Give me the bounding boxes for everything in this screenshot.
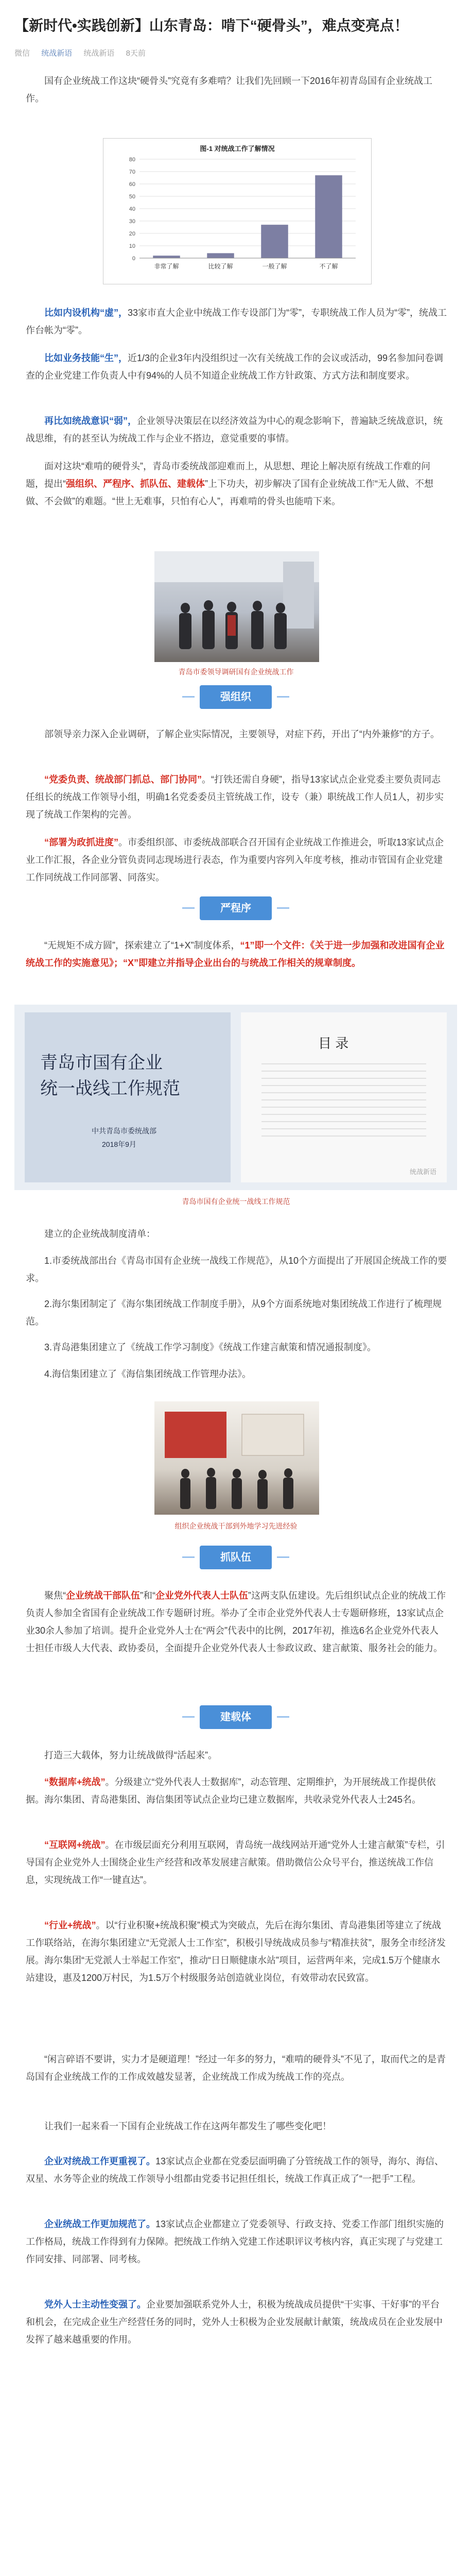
internet-lead: “互联网+统战”: [44, 1840, 106, 1850]
change-2-lead: 企业统战工作更加规范了。: [44, 2219, 155, 2229]
internet-body: 。在市级层面充分利用互联网，青岛统一战线网站开通“党外人士建言献策”专栏，引导国有企业党外人士围绕企业生产经营和改革发展建言献策。借助微信公众号平台，推送统战工作信息，实现统战工作“一键直达”。: [26, 1840, 445, 1885]
para-teams: [26, 1587, 448, 1657]
cover-title-1: 青岛市国有企业: [40, 1053, 163, 1073]
para-results: “闲言碎语不要讲，实力才是硬道理！”经过一年多的努力，“难啃的硬骨头”不见了，取而代之的是青岛国有企业统战工作的工作成效越发显著，企业统战工作成为统战工作的亮点。: [26, 2054, 446, 2082]
list-item-4: 4.海信集团建立了《海信集团统战工作管理办法》。: [44, 1369, 252, 1379]
photo-illustration: [154, 551, 319, 662]
body-3: 企业领导决策层在以经济效益为中心的观念影响下，普遍缺乏统战意识，统战思维，有的甚至认为统战工作与企业不搭边，意觉重要的事情。: [26, 416, 443, 444]
rules-intro: “无规矩不成方圆”，探索建立了“1+X”制度体系，: [44, 940, 240, 951]
para-example-1: [26, 304, 448, 339]
account-link[interactable]: 统战新语: [41, 49, 73, 58]
para-change-1: [26, 2153, 448, 2188]
y-tick-label: 80: [129, 157, 135, 163]
photo-leaders-visit: [154, 551, 319, 662]
teams-b: ”和“: [140, 1590, 155, 1601]
change-1-lead: 企业对统战工作更重视了。: [44, 2156, 155, 2166]
approach-a: 面对这块“难啃的硬骨头”，青岛市委统战部迎难而上，从思想、理论上解决原有统战工作难的问题，提出“: [26, 461, 430, 489]
chart-figure: [103, 138, 372, 284]
y-tick-label: 20: [129, 231, 135, 237]
bar-chart: [103, 139, 371, 284]
industry-lead: “行业+统战”: [44, 1920, 96, 1930]
section-tag-strong-org: 强组织: [200, 685, 272, 709]
teams-red-1: 企业统战干部队伍: [66, 1590, 140, 1601]
meta-source: 微信: [14, 49, 30, 58]
section-tag-carrier: 建载体: [200, 1705, 272, 1729]
para-rules: [26, 937, 448, 972]
approach-b: ”上下功夫，初步解决了国有企业统战工作“无人做、不想做、不会做”的难题。“世上无难事，只怕有心人”，再难啃的骨头也能啃下来。: [26, 479, 433, 506]
list-item-3: 3.青岛港集团建立了《统战工作学习制度》《统战工作建言献策和情况通报制度》。: [44, 1342, 377, 1352]
meta-author: 统战新语: [83, 49, 115, 58]
para-list-intro: 建立的企业统战制度清单：: [44, 1229, 155, 1239]
caption-photo-1: 青岛市委领导调研国有企业统战工作: [178, 668, 294, 676]
industry-body: 。以“行业积聚+统战积聚”模式为突破点，先后在海尔集团、青岛港集团等建立了统战工作联络站，在海尔集团建立“无党派人士工作室”，积极引导统战成员参与“精准扶贫”，服务全市经济发展。海尔集团“无党派人士举起工作室”，推动“日日顺健康水站”项目，运营两年来，完成1.5万个健康水站建设，惠及1200万村民，为1.5万个村级服务站创造就业岗位，有效带动农民致富。: [26, 1920, 446, 1983]
body-2: 近1/3的企业3年内没组织过一次有关统战工作的会议或活动，99名参加问卷调查的企业党建工作负责人中有94%的人员不知道企业统战工作方针政策、方式方法和制度要求。: [26, 353, 444, 381]
para-approach: [26, 457, 448, 510]
cover-title-2: 统一战线工作规范: [40, 1078, 180, 1099]
bar-3: [315, 175, 342, 258]
change-3-lead: 党外人士主动性变强了。: [44, 2299, 146, 2310]
toc-title: 目 录: [318, 1036, 349, 1051]
y-tick-label: 60: [129, 181, 135, 188]
responsibility-lead: “党委负责、统战部门抓总、部门协同”: [44, 774, 202, 785]
database-lead: “数据库+统战”: [44, 1777, 106, 1787]
y-tick-label: 10: [129, 243, 135, 249]
para-database: [26, 1773, 448, 1808]
bar-1: [207, 253, 234, 258]
teams-a: 聚焦“: [44, 1590, 66, 1601]
para-intro: 国有企业统战工作这块“硬骨头”究竟有多难啃？让我们先回顾一下2016年初青岛国有企业统战工作。: [26, 76, 433, 104]
section-tag-team: 抓队伍: [200, 1546, 272, 1569]
para-research: 部领导亲力深入企业调研，了解企业实际情况，主要领导，对症下药，开出了“内外兼修”的方子。: [44, 729, 440, 739]
photo-illustration-2: [154, 1401, 319, 1515]
meta-date: 8天前: [126, 49, 146, 58]
change-3-body: 企业要加强联系党外人士，积极为统战成员提供“干实事、干好事”的平台和机会，在完成企业生产经营任务的同时，党外人士积极为企业发展献计献策，统战成员在企业发展中发挥了越来越重要的作用。: [26, 2299, 443, 2345]
doc-cover: [25, 1012, 231, 1182]
change-1-body: 13家试点企业都在党委层面明确了分管统战工作的领导，海尔、海信、双星、水务等企业的统战工作领导小组都由党委书记担任组长，统战工作真正成了“一把手”工程。: [26, 2156, 444, 2184]
section-tag-strict-proc: 严程序: [200, 896, 272, 920]
cover-org: 中共青岛市委统战部: [92, 1127, 156, 1135]
lead-3: 再比如统战意识“弱”，: [44, 416, 137, 426]
cover-date: 2018年9月: [102, 1140, 136, 1148]
x-tick-label: 非常了解: [154, 263, 179, 270]
y-tick-label: 50: [129, 194, 135, 200]
x-tick-label: 比较了解: [208, 263, 233, 270]
photo-study-tour: [154, 1401, 319, 1515]
para-carriers-intro: 打造三大载体，努力让统战做得“活起来”。: [44, 1750, 217, 1760]
para-responsibility: [26, 771, 448, 823]
article-title: 【新时代•实践创新】山东青岛：啃下“硬骨头”，难点变亮点！: [14, 18, 409, 33]
para-deployment: [26, 834, 448, 886]
y-tick-label: 70: [129, 169, 135, 175]
x-tick-label: 一般了解: [262, 263, 287, 270]
article-meta: [14, 47, 155, 58]
toc-lines: [241, 1012, 447, 1182]
approach-keywords: 强组织、严程序、抓队伍、建载体: [66, 479, 205, 489]
body-1: 33家市直大企业中统战工作专设部门为“零”，专职统战工作人员为“零”，统战工作台帐为“零”。: [26, 308, 447, 335]
para-change-3: [26, 2296, 448, 2348]
rules-detail: “1”即一个文件：《关于进一步加强和改进国有企业统战工作的实施意见》；“X”即建立并指导企业出台的与统战工作相关的规章制度。: [26, 940, 445, 968]
deployment-body: 。市委组织部、市委统战部联合召开国有企业统战工作推进会，听取13家试点企业工作汇报，各企业分管负责同志现场进行表态，作为重要内容列入年度考核，推动市管国有企业党建工作同统战工作同部署、同落实。: [26, 837, 444, 883]
teams-red-2: 企业党外代表人士队伍: [155, 1590, 248, 1601]
para-change-2: [26, 2215, 448, 2268]
para-example-3: [26, 412, 448, 447]
caption-photo-2: 组织企业统战干部到外地学习先进经验: [174, 1522, 298, 1530]
list-item-1: 1.市委统战部出台《青岛市国有企业统一战线工作规范》，从10个方面提出了开展国企统战工作的要求。: [26, 1256, 447, 1283]
y-tick-label: 30: [129, 218, 135, 225]
change-2-body: 13家试点企业都建立了党委领导、行政支持、党委工作部门组织实施的工作格局，统战工作得到有力保障。把统战工作纳入党建工作述职评议考核内容，真正实现了与党建工作同安排、同部署、同考核。: [26, 2219, 444, 2264]
responsibility-body: 。“打铁还需自身硬”，指导13家试点企业党委主要负责同志任组长的统战工作领导小组，明确1名党委委员主管统战工作，设专（兼）职统战工作人员1人，初步实现了统战工作架构的完善。: [26, 774, 444, 820]
bar-2: [261, 225, 288, 258]
bar-0: [153, 256, 180, 258]
list-item-2: 2.海尔集团制定了《海尔集团统战工作制度手册》，从9个方面系统地对集团统战工作进行了梳理规范。: [26, 1299, 442, 1327]
deployment-lead: “部署为政抓进度”: [44, 837, 118, 848]
database-body: 。分级建立“党外代表人士数据库”，动态管理、定期维护，为开展统战工作提供依据。海尔集团、青岛港集团、海信集团等试点企业均已建立数据库，共收录党外代表人士245名。: [26, 1777, 436, 1805]
doc-spread: [14, 1005, 457, 1190]
para-changes: 让我们一起来看一下国有企业统战工作在这两年都发生了哪些变化吧！: [44, 2121, 331, 2131]
lead-2: 比如业务技能“生”，: [44, 353, 128, 363]
lead-1: 比如内设机构“虚”，: [44, 308, 128, 318]
chart-title: 图-1 对统战工作了解情况: [200, 145, 275, 152]
x-tick-label: 不了解: [319, 263, 338, 270]
para-internet: [26, 1836, 448, 1889]
teams-c: ”这两支队伍建设。先后组织试点企业的统战工作负责人参加全省国有企业统战工作专题研讨班。举办了全市企业党外代表人士专题研修班，13家试点企业30余人参加了培训。提升企业党外人士在“两会”代表中的比例，2017年初，推选6名企业党外代表人士担任市级人大代表、政协委员，全面提升企业党外代表人士参政议政、建言献策、服务社会的能力。: [26, 1590, 446, 1653]
y-tick-label: 0: [132, 256, 135, 262]
watermark: 统战新语: [409, 1168, 436, 1176]
doc-toc: [241, 1012, 447, 1182]
y-tick-label: 40: [129, 206, 135, 212]
caption-doc: 青岛市国有企业统一战线工作规范: [182, 1197, 290, 1206]
para-industry: [26, 1917, 448, 1987]
para-example-2: [26, 349, 448, 384]
